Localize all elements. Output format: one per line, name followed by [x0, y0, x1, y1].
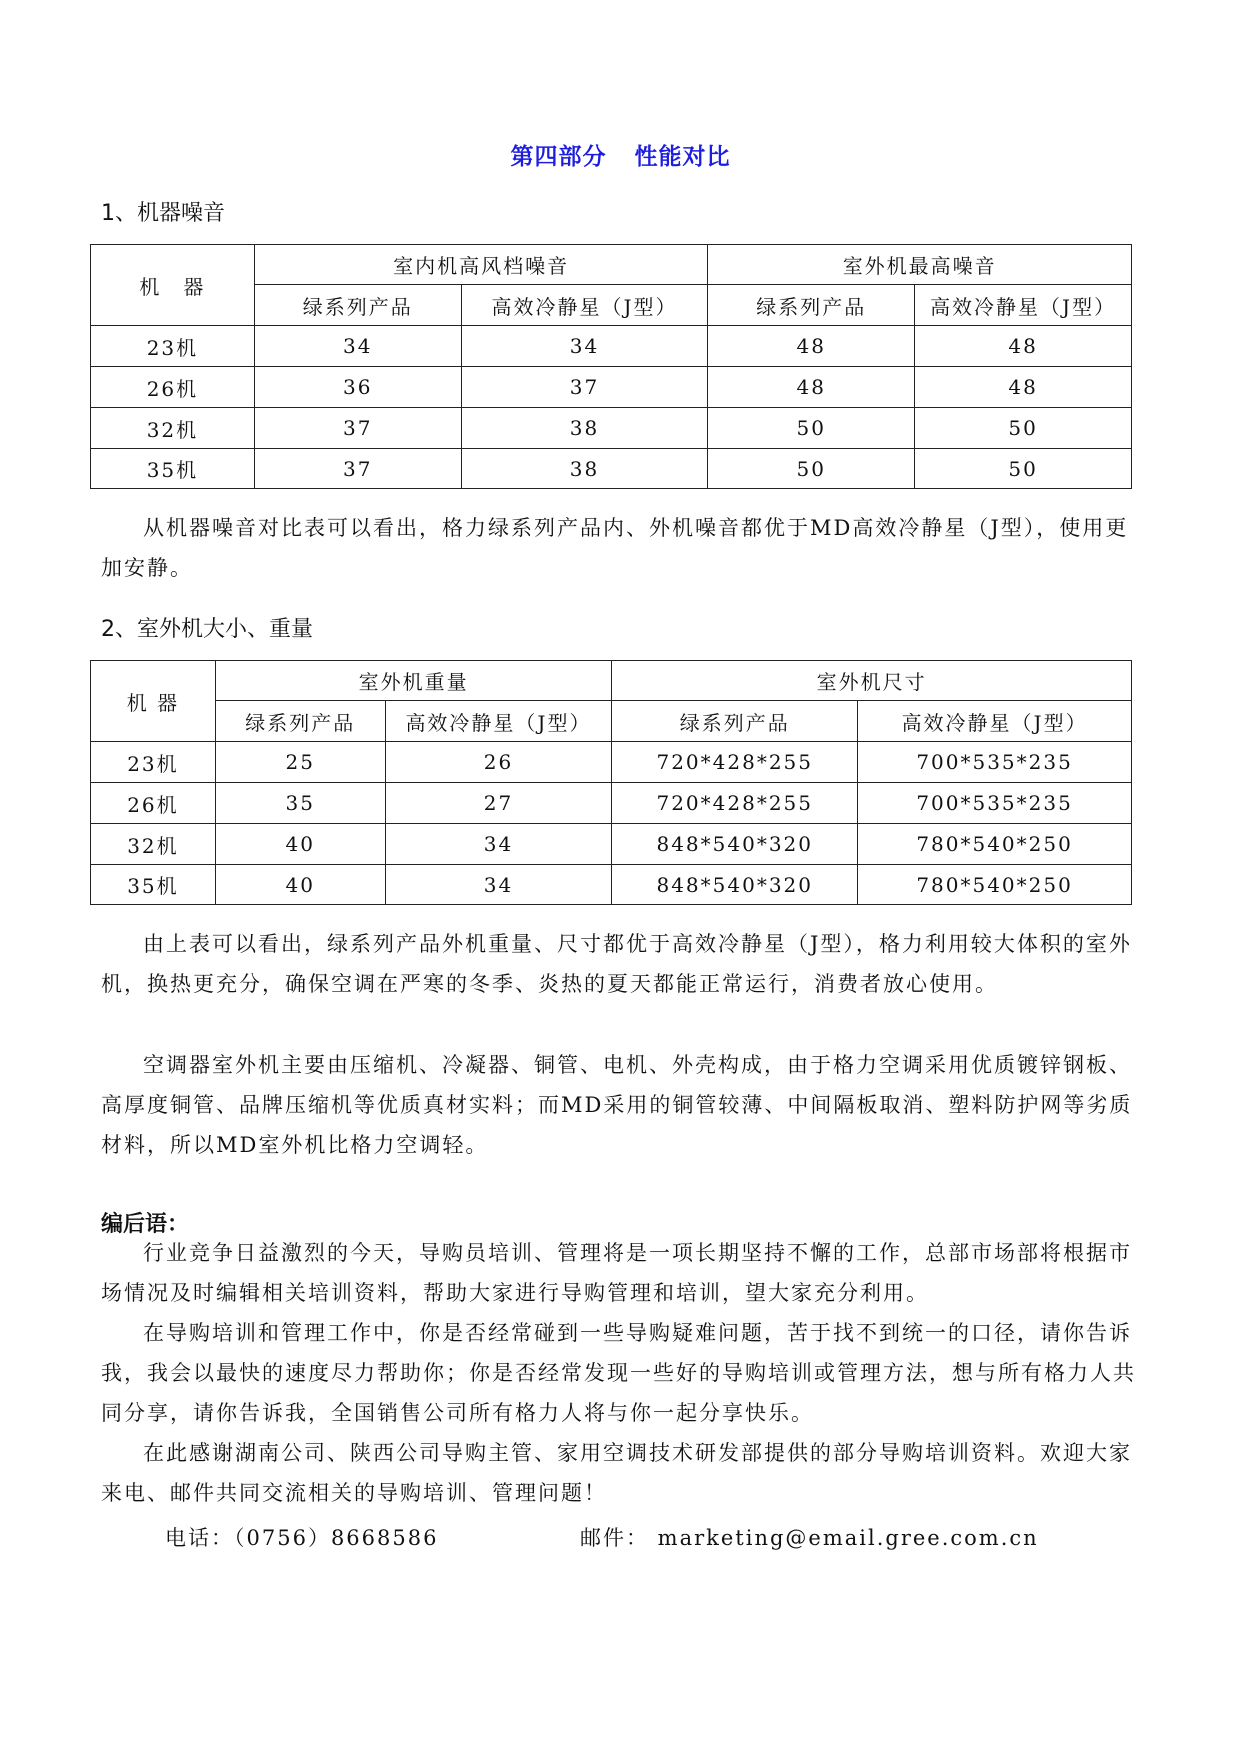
size-conclusion-1: 由上表可以看出，绿系列产品外机重量、尺寸都优于高效冷静星（J型），格力利用较大体积的室外机，换热更充分，确保空调在严寒的冬季、炎热的夏天都能正常运行，消费者放心使用。 — [101, 932, 1132, 996]
table-cell: 32机 — [91, 824, 216, 865]
table-cell: 35机 — [91, 865, 216, 905]
table-cell: 50 — [708, 449, 915, 489]
size-conclusion-2: 空调器室外机主要由压缩机、冷凝器、铜管、电机、外壳构成，由于格力空调采用优质镀锌钢板、高厚度铜管、品牌压缩机等优质真材实料；而MD采用的铜管较薄、中间隔板取消、塑料防护网等劣质材料，所以MD室外机比格力空调轻。 — [101, 1053, 1133, 1157]
table-cell: 37 — [461, 367, 708, 408]
table-cell: 34 — [385, 865, 612, 905]
table-cell: 23机 — [91, 742, 216, 783]
section2-heading: 2、室外机大小、重量 — [101, 617, 313, 642]
table-cell: 40 — [215, 865, 385, 905]
noise-sub-header: 绿系列产品 — [708, 285, 915, 326]
table-cell: 50 — [915, 408, 1132, 449]
table-cell: 700*535*235 — [858, 742, 1132, 783]
table-cell: 23机 — [91, 326, 255, 367]
table-row — [91, 449, 1132, 489]
noise-sub-header: 绿系列产品 — [254, 285, 461, 326]
table-cell: 780*540*250 — [858, 824, 1132, 865]
table-cell: 38 — [461, 408, 708, 449]
table-cell: 50 — [915, 449, 1132, 489]
editorial-title: 编后语： — [101, 1212, 190, 1237]
table-cell: 26机 — [91, 367, 255, 408]
table-cell: 720*428*255 — [612, 783, 858, 824]
noise-sub-header: 高效冷静星（J型） — [461, 285, 708, 326]
table-cell: 37 — [254, 408, 461, 449]
table-row — [91, 326, 1132, 367]
table-row — [91, 824, 1132, 865]
table-cell: 848*540*320 — [612, 824, 858, 865]
table-cell: 32机 — [91, 408, 255, 449]
table-row — [91, 783, 1132, 824]
table-cell: 26 — [385, 742, 612, 783]
table-row — [91, 865, 1132, 905]
table-cell: 36 — [254, 367, 461, 408]
table-cell: 50 — [708, 408, 915, 449]
size-sub-header: 高效冷静星（J型） — [858, 701, 1132, 742]
table-row — [91, 408, 1132, 449]
section1-heading: 1、机器噪音 — [101, 201, 225, 226]
table-cell: 48 — [708, 367, 915, 408]
size-sub-header: 绿系列产品 — [215, 701, 385, 742]
table-cell: 720*428*255 — [612, 742, 858, 783]
table-cell: 700*535*235 — [858, 783, 1132, 824]
table-cell: 780*540*250 — [858, 865, 1132, 905]
table-cell: 48 — [915, 326, 1132, 367]
size-table-corner: 机 器 — [91, 661, 216, 742]
table-cell: 25 — [215, 742, 385, 783]
noise-table — [90, 244, 1132, 489]
table-cell: 37 — [254, 449, 461, 489]
contact-phone: 电话：（0756）8668586 — [165, 1526, 439, 1550]
noise-sub-header: 高效冷静星（J型） — [915, 285, 1132, 326]
contact-email[interactable]: 邮件： marketing@email.gree.com.cn — [580, 1526, 1039, 1550]
noise-group-header: 室内机高风档噪音 — [254, 245, 708, 285]
table-cell: 34 — [254, 326, 461, 367]
editorial-paragraph-3: 在此感谢湖南公司、陕西公司导购主管、家用空调技术研发部提供的部分导购培训资料。欢迎大家来电、邮件共同交流相关的导购培训、管理问题！ — [101, 1441, 1132, 1505]
size-sub-header: 高效冷静星（J型） — [385, 701, 612, 742]
table-row — [91, 742, 1132, 783]
size-group-header: 室外机尺寸 — [612, 661, 1132, 701]
table-cell: 48 — [915, 367, 1132, 408]
table-cell: 848*540*320 — [612, 865, 858, 905]
size-sub-header: 绿系列产品 — [612, 701, 858, 742]
table-cell: 34 — [385, 824, 612, 865]
table-cell: 48 — [708, 326, 915, 367]
table-cell: 35机 — [91, 449, 255, 489]
table-cell: 40 — [215, 824, 385, 865]
table-cell: 35 — [215, 783, 385, 824]
page-title — [0, 138, 1241, 171]
title-part: 第四部分 — [510, 144, 607, 170]
size-group-header: 室外机重量 — [215, 661, 611, 701]
size-weight-table — [90, 660, 1132, 905]
table-cell: 27 — [385, 783, 612, 824]
table-cell: 34 — [461, 326, 708, 367]
noise-group-header: 室外机最高噪音 — [708, 245, 1132, 285]
title-name: 性能对比 — [634, 144, 731, 170]
table-cell: 26机 — [91, 783, 216, 824]
editorial-paragraph-2: 在导购培训和管理工作中，你是否经常碰到一些导购疑难问题，苦于找不到统一的口径，请你告诉我，我会以最快的速度尽力帮助你；你是否经常发现一些好的导购培训或管理方法，想与所有格力人共同分享，请你告诉我，全国销售公司所有格力人将与你一起分享快乐。 — [101, 1321, 1136, 1425]
noise-table-corner: 机 器 — [91, 245, 255, 326]
editorial-paragraph-1: 行业竞争日益激烈的今天，导购员培训、管理将是一项长期坚持不懈的工作，总部市场部将根据市场情况及时编辑相关培训资料，帮助大家进行导购管理和培训，望大家充分利用。 — [101, 1241, 1132, 1305]
noise-conclusion: 从机器噪音对比表可以看出，格力绿系列产品内、外机噪音都优于MD高效冷静星（J型），使用更加安静。 — [101, 516, 1129, 580]
table-cell: 38 — [461, 449, 708, 489]
table-row — [91, 367, 1132, 408]
